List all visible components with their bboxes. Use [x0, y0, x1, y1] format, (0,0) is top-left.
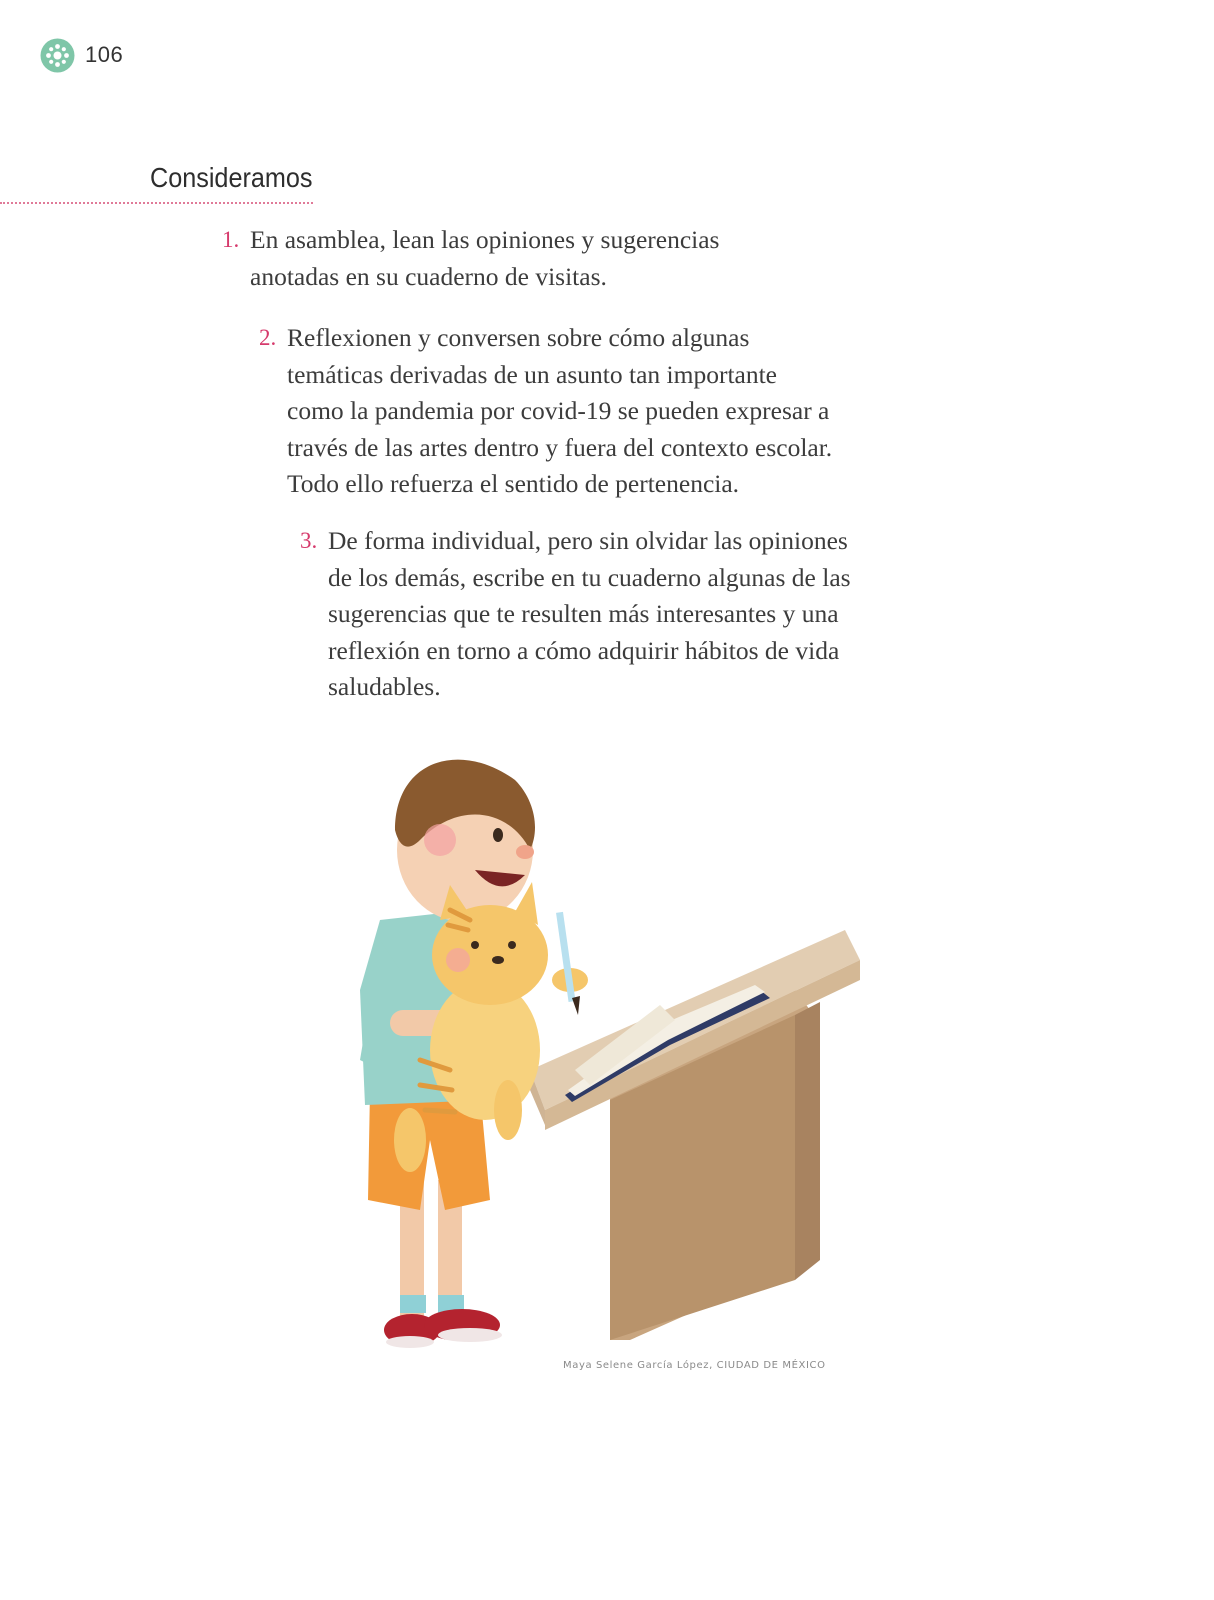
item-text: De forma individual, pero sin olvidar las opiniones de los demás, escribe en tu cuaderno algunas de las sugerencias que te resulten más interesantes y una reflexión en torno a cómo adquirir hábitos de vida saludables.	[328, 526, 851, 701]
item-text: Reflexionen y conversen sobre cómo algunas temáticas derivadas de un asunto tan importante como la pandemia por covid-19 se pueden expresar a través de las artes dentro y fuera del contexto escolar. Todo ello refuerza el sentido de pertenencia.	[287, 323, 833, 498]
activity-item	[222, 222, 810, 295]
activity-item	[300, 523, 888, 706]
lectern	[530, 930, 860, 1340]
page-number: 106	[85, 42, 124, 67]
activity-item	[259, 320, 887, 503]
illustration-credit: Maya Selene García López, CIUDAD DE MÉXICO	[563, 1360, 826, 1371]
item-text: En asamblea, lean las opiniones y sugerencias anotadas en su cuaderno de visitas.	[250, 225, 720, 291]
section-divider	[0, 202, 313, 204]
gear-flower-icon	[40, 38, 75, 73]
section-title: Consideramos	[150, 162, 313, 193]
item-number: 3.	[300, 528, 318, 553]
boy-with-cat-writing-in-guestbook-illustration	[340, 740, 870, 1370]
item-number: 2.	[259, 325, 277, 350]
item-number: 1.	[222, 227, 240, 252]
pencil	[556, 912, 580, 1015]
